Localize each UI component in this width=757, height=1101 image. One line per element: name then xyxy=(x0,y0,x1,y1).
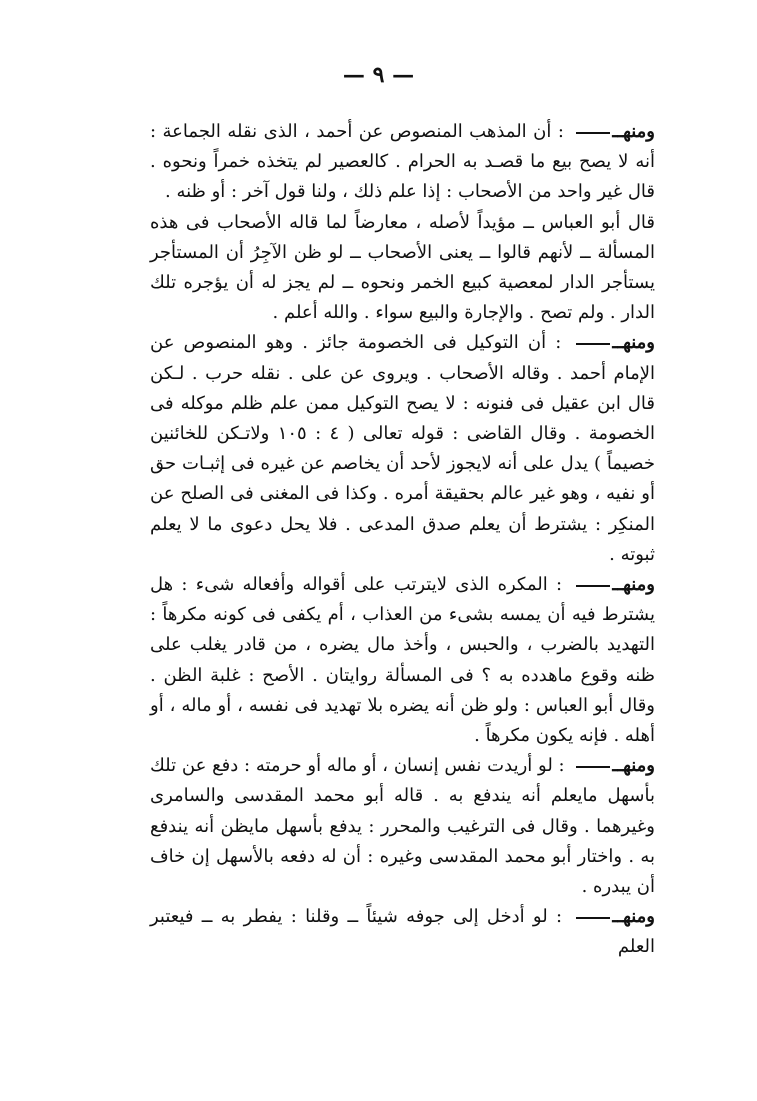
paragraph-4 xyxy=(150,570,655,751)
paragraph-text: : أن التوكيل فى الخصومة جائز . وهو المنصوص عن الإمام أحمد . وقاله الأصحاب . ويروى عن على . نقله حرب . لـكن قال ابن عقيل فى فنونه : لا يصح التوكيل ممن علم ظلم موكله فى الخصومة . وقال القاضى : قوله تعالى ( ٤ : ١٠٥ ولاتـكن للخائنين خصيماً ) يدل على أنه لايجوز لأحد أن يخاصم عن غيره فى إثبـات حق أو نفيه ، وهو غير عالم بحقيقة أمره . وكذا فى المغنى فى الصلح عن المنكِر : يشترط أن يعلم صدق المدعى . فلا يحل دعوى ما لا يعلم ثبوته . xyxy=(150,332,656,565)
paragraph-text: : أن المذهب المنصوص عن أحمد ، الذى نقله الجماعة : أنه لا يصح بيع ما قصـد به الحرام . كالعصير لم يتخذه خمراً ونحوه . قال غير واحد من الأصحاب : إذا علم ذلك ، ولنا قول آخر : أو ظنه . xyxy=(150,121,655,203)
page-number: — ٩ — xyxy=(342,62,415,88)
section-heading: ومنهــ xyxy=(570,121,655,142)
paragraph-text: قال أبو العباس ــ مؤيداً لأصله ، معارضاً لما قاله الأصحاب فى هذه المسألة ــ لأنهم قالوا ــ يعنى الأصحاب ــ لو ظن الآجِرُ أن المستأجر يستأجر الدار لمعصية كبيع الخمر ونحوه ــ لم يجز له أن يؤجره تلك الدار . ولم تصح . والإجارة والبيع سواء . والله أعلم . xyxy=(150,211,655,324)
section-heading: ومنهــ xyxy=(570,906,655,927)
section-heading: ومنهــ xyxy=(570,755,655,776)
paragraph-2 xyxy=(150,208,655,329)
paragraph-text: : لو أريدت نفس إنسان ، أو ماله أو حرمته : دفع عن تلك بأسهل مايعلم أنه يندفع به . قاله أبو محمد المقدسى والسامرى وغيرهما . وقال فى الترغيب والمحرر : يدفع بأسهل مايظن أنه يندفع به . واختار أبو محمد المقدسى وغيره : أن له دفعه بالأسهل إن خاف أن يبدره . xyxy=(150,755,655,898)
paragraph-6 xyxy=(150,902,655,962)
paragraph-text: : المكره الذى لايترتب على أقواله وأفعاله شىء : هل يشترط فيه أن يمسه بشىء من العذاب ، أم يكفى فى كونه مكرهاً : التهديد بالضرب ، والحبس ، وأخذ مال يضره ، من قادر يغلب على ظنه وقوع ماهدده به ؟ فى المسألة روايتان . الأصح : غلبة الظن . وقال أبو العباس : ولو ظن أنه يضره بلا تهديد فى نفسه ، أو ماله ، أو أهله . فإنه يكون مكرهاً . xyxy=(150,574,655,747)
paragraph-text: : لو أدخل إلى جوفه شيئاً ــ وقلنا : يفطر به ــ فيعتبر العلم xyxy=(150,906,655,958)
paragraph-5 xyxy=(150,751,655,902)
main-text xyxy=(150,117,655,963)
section-heading: ومنهــ xyxy=(570,574,655,595)
section-heading: ومنهــ xyxy=(570,332,655,353)
paragraph-1 xyxy=(150,117,655,208)
paragraph-3 xyxy=(150,328,655,570)
